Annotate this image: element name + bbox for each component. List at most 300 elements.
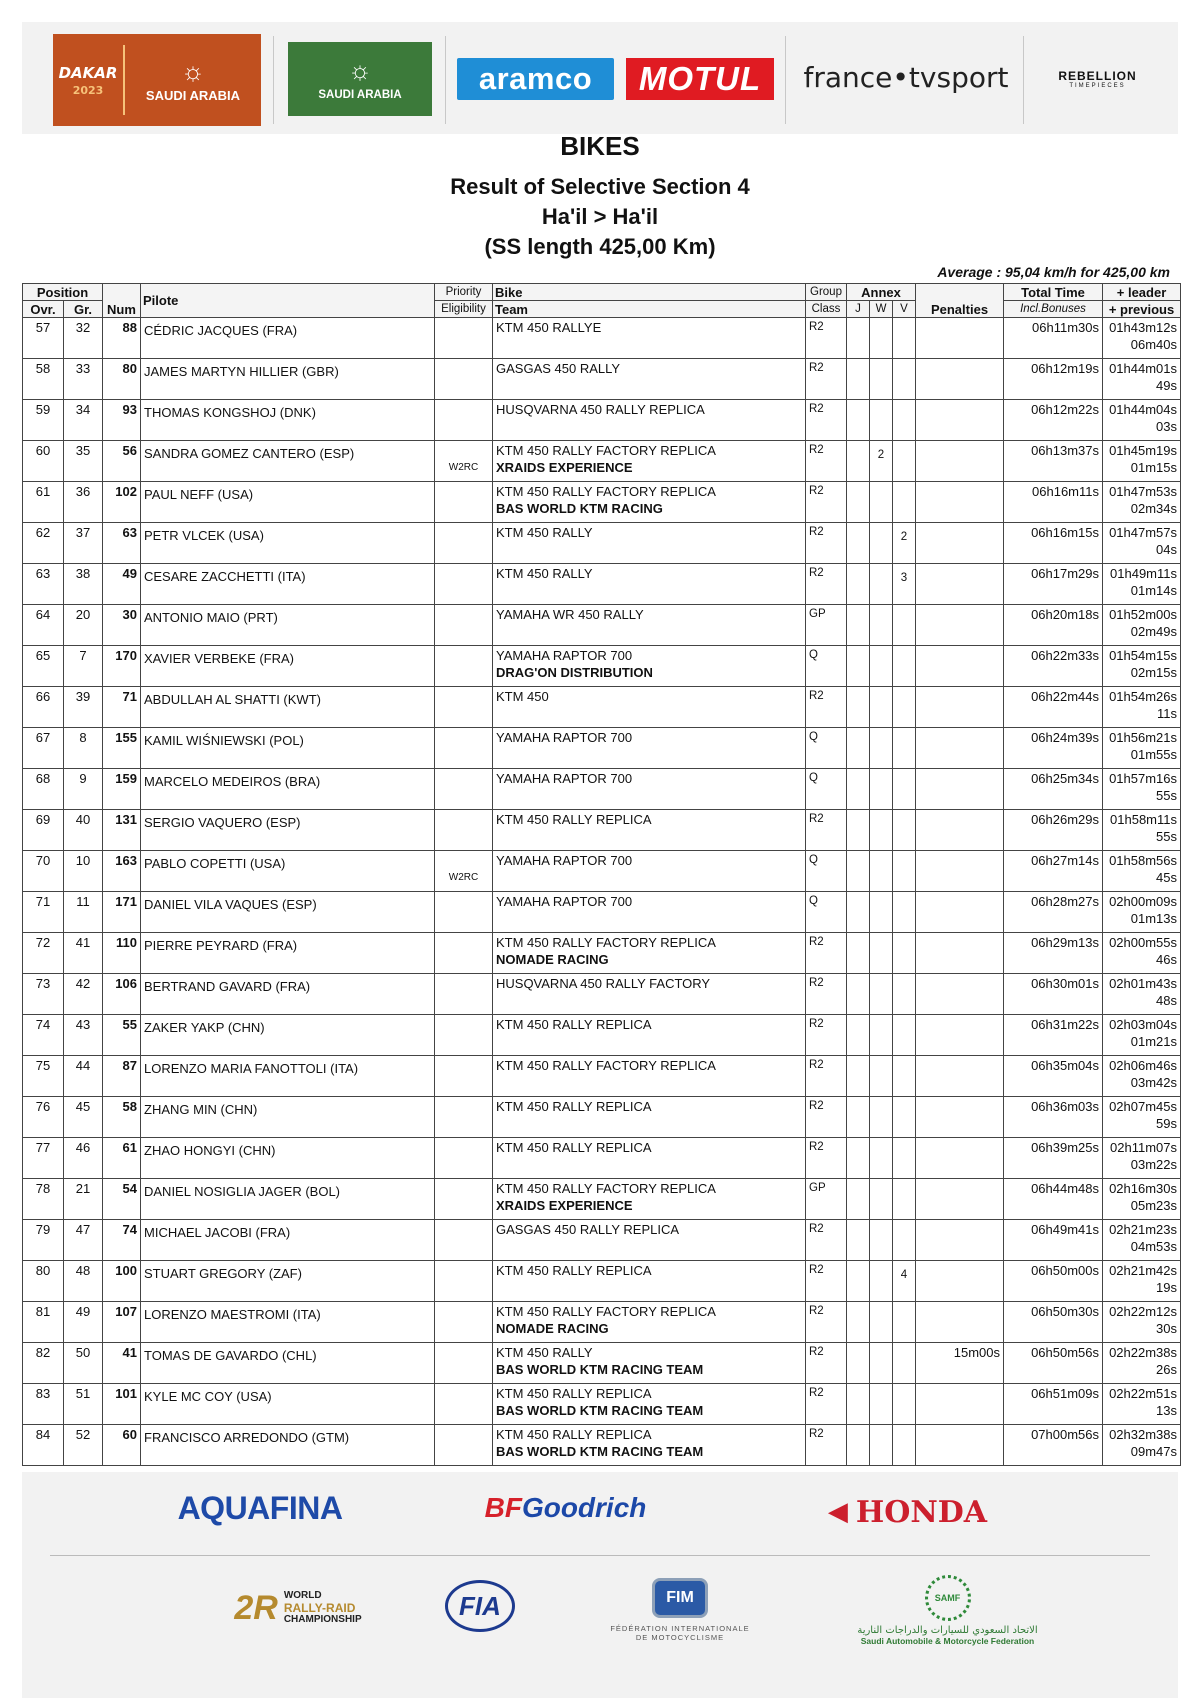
annex-w xyxy=(870,1138,893,1179)
gap-previous: 02m49s xyxy=(1130,624,1178,639)
position-overall: 67 xyxy=(23,728,64,769)
annex-w xyxy=(870,810,893,851)
position-overall: 81 xyxy=(23,1302,64,1343)
bike-team xyxy=(493,359,806,400)
saudi-logo-text: SAUDI ARABIA xyxy=(318,89,402,101)
bike-model: YAMAHA RAPTOR 700 xyxy=(496,648,633,663)
race-number: 107 xyxy=(103,1302,141,1343)
bike-team xyxy=(493,1056,806,1097)
priority-eligibility: W2RC xyxy=(435,441,493,482)
total-time: 06h22m33s xyxy=(1004,646,1103,687)
col-bike: Bike xyxy=(493,284,806,301)
fia-logo xyxy=(444,1578,516,1634)
race-number: 74 xyxy=(103,1220,141,1261)
race-number: 171 xyxy=(103,892,141,933)
priority-eligibility xyxy=(435,359,493,400)
annex-w xyxy=(870,400,893,441)
race-number: 163 xyxy=(103,851,141,892)
pilot-name: XAVIER VERBEKE (FRA) xyxy=(141,646,435,687)
pilot-name: ANTONIO MAIO (PRT) xyxy=(141,605,435,646)
position-group: 8 xyxy=(64,728,103,769)
col-annex: Annex xyxy=(847,284,916,301)
annex-j xyxy=(847,1056,870,1097)
total-time: 06h36m03s xyxy=(1004,1097,1103,1138)
pilot-name: PABLO COPETTI (USA) xyxy=(141,851,435,892)
race-number: 159 xyxy=(103,769,141,810)
team-name: DRAG'ON DISTRIBUTION xyxy=(496,665,653,680)
position-overall: 74 xyxy=(23,1015,64,1056)
logo-separator xyxy=(1023,36,1024,124)
group-class: R2 xyxy=(806,1261,847,1302)
annex-j xyxy=(847,1343,870,1384)
race-number: 131 xyxy=(103,810,141,851)
bike-model: KTM 450 RALLY REPLICA xyxy=(496,1263,652,1278)
position-group: 49 xyxy=(64,1302,103,1343)
annex-v: 4 xyxy=(893,1261,916,1302)
logo-separator xyxy=(273,36,274,124)
group-class: R2 xyxy=(806,441,847,482)
col-total-time: Total Time xyxy=(1004,284,1103,301)
total-time: 06h12m22s xyxy=(1004,400,1103,441)
position-overall: 64 xyxy=(23,605,64,646)
race-number: 71 xyxy=(103,687,141,728)
priority-eligibility xyxy=(435,605,493,646)
bike-model: KTM 450 RALLYE xyxy=(496,320,602,335)
group-class: R2 xyxy=(806,482,847,523)
gap-leader: 02h22m12s xyxy=(1109,1304,1178,1319)
gap-previous: 45s xyxy=(1156,870,1178,885)
dakar-year: 2023 xyxy=(72,83,104,97)
bike-team xyxy=(493,769,806,810)
bike-team xyxy=(493,1425,806,1466)
bike-model: KTM 450 RALLY FACTORY REPLICA xyxy=(496,443,716,458)
race-number: 80 xyxy=(103,359,141,400)
gap-previous: 19s xyxy=(1156,1280,1178,1295)
position-overall: 65 xyxy=(23,646,64,687)
gap-leader: 02h06m46s xyxy=(1109,1058,1178,1073)
position-overall: 57 xyxy=(23,318,64,359)
group-class: Q xyxy=(806,728,847,769)
team-name: BAS WORLD KTM RACING TEAM xyxy=(496,1444,704,1459)
col-annex-w: W xyxy=(870,301,893,318)
group-class: R2 xyxy=(806,359,847,400)
annex-j xyxy=(847,441,870,482)
group-class: R2 xyxy=(806,1302,847,1343)
table-row xyxy=(23,810,1181,851)
time-gaps xyxy=(1103,851,1181,892)
priority-eligibility xyxy=(435,646,493,687)
pilot-name: STUART GREGORY (ZAF) xyxy=(141,1261,435,1302)
bike-model: KTM 450 RALLY FACTORY REPLICA xyxy=(496,484,716,499)
gap-leader: 02h01m43s xyxy=(1109,976,1178,991)
group-class: R2 xyxy=(806,1097,847,1138)
gap-leader: 02h32m38s xyxy=(1109,1427,1178,1442)
fim-badge: FIM xyxy=(652,1578,708,1618)
gap-previous: 26s xyxy=(1156,1362,1178,1377)
annex-v xyxy=(893,1302,916,1343)
samf-arabic: الاتحاد السعودي للسيارات والدراجات النارية xyxy=(857,1624,1038,1636)
bike-team xyxy=(493,1384,806,1425)
penalties xyxy=(916,1056,1004,1097)
annex-w xyxy=(870,974,893,1015)
position-overall: 80 xyxy=(23,1261,64,1302)
annex-j xyxy=(847,646,870,687)
priority-eligibility xyxy=(435,810,493,851)
bike-team xyxy=(493,1302,806,1343)
position-group: 20 xyxy=(64,605,103,646)
pilot-name: BERTRAND GAVARD (FRA) xyxy=(141,974,435,1015)
race-number: 102 xyxy=(103,482,141,523)
col-penalties: Penalties xyxy=(916,284,1004,318)
gap-leader: 02h21m42s xyxy=(1109,1263,1178,1278)
group-class: R2 xyxy=(806,810,847,851)
table-row xyxy=(23,769,1181,810)
pilot-name: PAUL NEFF (USA) xyxy=(141,482,435,523)
bike-team xyxy=(493,1343,806,1384)
penalties xyxy=(916,1261,1004,1302)
table-row xyxy=(23,728,1181,769)
bike-model: KTM 450 RALLY xyxy=(496,566,593,581)
gap-previous: 01m14s xyxy=(1130,583,1178,598)
gap-leader: 01h47m53s xyxy=(1109,484,1178,499)
annex-j xyxy=(847,769,870,810)
total-time: 06h16m11s xyxy=(1004,482,1103,523)
annex-v: 2 xyxy=(893,523,916,564)
total-time: 07h00m56s xyxy=(1004,1425,1103,1466)
samf-english: Saudi Automobile & Motorcycle Federation xyxy=(860,1635,1035,1646)
position-overall: 66 xyxy=(23,687,64,728)
penalties xyxy=(916,974,1004,1015)
position-group: 40 xyxy=(64,810,103,851)
gap-leader: 02h21m23s xyxy=(1109,1222,1178,1237)
average-speed: Average : 95,04 km/h for 425,00 km xyxy=(937,264,1170,280)
position-group: 51 xyxy=(64,1384,103,1425)
bike-model: KTM 450 RALLY FACTORY REPLICA xyxy=(496,1181,716,1196)
bike-model: YAMAHA WR 450 RALLY xyxy=(496,607,644,622)
priority-eligibility xyxy=(435,933,493,974)
col-priority: Priority xyxy=(435,284,493,301)
w2r-mid: RALLY-RAID xyxy=(283,1601,356,1615)
table-row xyxy=(23,523,1181,564)
col-position: Position xyxy=(23,284,103,301)
position-overall: 71 xyxy=(23,892,64,933)
penalties xyxy=(916,810,1004,851)
penalties xyxy=(916,1302,1004,1343)
table-row xyxy=(23,646,1181,687)
pilot-name: MARCELO MEDEIROS (BRA) xyxy=(141,769,435,810)
total-time: 06h29m13s xyxy=(1004,933,1103,974)
race-number: 100 xyxy=(103,1261,141,1302)
time-gaps xyxy=(1103,1220,1181,1261)
annex-w xyxy=(870,318,893,359)
annex-v xyxy=(893,892,916,933)
annex-j xyxy=(847,974,870,1015)
gap-leader: 01h54m26s xyxy=(1109,689,1178,704)
gap-leader: 01h47m57s xyxy=(1109,525,1178,540)
position-overall: 73 xyxy=(23,974,64,1015)
col-team: Team xyxy=(493,301,806,318)
annex-v xyxy=(893,1056,916,1097)
team-name: BAS WORLD KTM RACING TEAM xyxy=(496,1403,704,1418)
race-number: 101 xyxy=(103,1384,141,1425)
annex-j xyxy=(847,564,870,605)
annex-w xyxy=(870,359,893,400)
annex-v xyxy=(893,851,916,892)
time-gaps xyxy=(1103,400,1181,441)
race-number: 106 xyxy=(103,974,141,1015)
annex-j xyxy=(847,1384,870,1425)
aramco-logo: aramco xyxy=(457,58,614,100)
priority-eligibility xyxy=(435,1220,493,1261)
position-overall: 84 xyxy=(23,1425,64,1466)
team-name: XRAIDS EXPERIENCE xyxy=(496,460,633,475)
bike-model: YAMAHA RAPTOR 700 xyxy=(496,894,633,909)
group-class: GP xyxy=(806,1179,847,1220)
gap-leader: 01h58m56s xyxy=(1109,853,1178,868)
gap-leader: 02h00m55s xyxy=(1109,935,1178,950)
total-time: 06h26m29s xyxy=(1004,810,1103,851)
position-overall: 75 xyxy=(23,1056,64,1097)
priority-eligibility xyxy=(435,892,493,933)
bike-model: GASGAS 450 RALLY xyxy=(496,361,621,376)
race-number: 60 xyxy=(103,1425,141,1466)
bike-team xyxy=(493,851,806,892)
time-gaps xyxy=(1103,1097,1181,1138)
col-num: Num xyxy=(103,284,141,318)
annex-j xyxy=(847,359,870,400)
annex-v xyxy=(893,1425,916,1466)
bike-model: HUSQVARNA 450 RALLY REPLICA xyxy=(496,402,705,417)
total-time: 06h12m19s xyxy=(1004,359,1103,400)
pilot-name: TOMAS DE GAVARDO (CHL) xyxy=(141,1343,435,1384)
gap-leader: 02h00m09s xyxy=(1109,894,1178,909)
race-number: 56 xyxy=(103,441,141,482)
annex-v xyxy=(893,1343,916,1384)
position-overall: 62 xyxy=(23,523,64,564)
annex-w xyxy=(870,1056,893,1097)
table-row xyxy=(23,1097,1181,1138)
gap-previous: 01m21s xyxy=(1130,1034,1178,1049)
bike-model: KTM 450 RALLY FACTORY REPLICA xyxy=(496,1058,716,1073)
annex-w: 2 xyxy=(870,441,893,482)
table-row xyxy=(23,851,1181,892)
table-row xyxy=(23,974,1181,1015)
gap-leader: 01h49m11s xyxy=(1110,566,1178,581)
bike-team xyxy=(493,1179,806,1220)
race-number: 63 xyxy=(103,523,141,564)
gap-leader: 01h54m15s xyxy=(1109,648,1178,663)
penalties xyxy=(916,1138,1004,1179)
pilot-name: ZAKER YAKP (CHN) xyxy=(141,1015,435,1056)
saudi-arabia-logo xyxy=(288,42,432,116)
position-overall: 72 xyxy=(23,933,64,974)
pilot-name: KAMIL WIŚNIEWSKI (POL) xyxy=(141,728,435,769)
priority-eligibility xyxy=(435,1425,493,1466)
gap-previous: 49s xyxy=(1156,378,1178,393)
annex-v xyxy=(893,1179,916,1220)
group-class: R2 xyxy=(806,1343,847,1384)
gap-previous: 03m22s xyxy=(1130,1157,1178,1172)
race-number: 170 xyxy=(103,646,141,687)
penalties xyxy=(916,687,1004,728)
table-row xyxy=(23,318,1181,359)
position-group: 39 xyxy=(64,687,103,728)
position-overall: 78 xyxy=(23,1179,64,1220)
gap-previous: 48s xyxy=(1156,993,1178,1008)
priority-eligibility xyxy=(435,1261,493,1302)
priority-eligibility xyxy=(435,974,493,1015)
position-overall: 69 xyxy=(23,810,64,851)
position-group: 47 xyxy=(64,1220,103,1261)
group-class: R2 xyxy=(806,1384,847,1425)
bike-team xyxy=(493,400,806,441)
position-overall: 58 xyxy=(23,359,64,400)
table-row xyxy=(23,400,1181,441)
position-group: 7 xyxy=(64,646,103,687)
penalties xyxy=(916,1384,1004,1425)
total-time: 06h20m18s xyxy=(1004,605,1103,646)
annex-v xyxy=(893,1384,916,1425)
annex-v xyxy=(893,1220,916,1261)
time-gaps xyxy=(1103,933,1181,974)
pilot-name: FRANCISCO ARREDONDO (GTM) xyxy=(141,1425,435,1466)
annex-v xyxy=(893,810,916,851)
annex-j xyxy=(847,892,870,933)
world-rally-raid-logo xyxy=(228,1582,368,1634)
bike-team xyxy=(493,1015,806,1056)
time-gaps xyxy=(1103,1179,1181,1220)
pilot-name: ABDULLAH AL SHATTI (KWT) xyxy=(141,687,435,728)
pilot-name: CÉDRIC JACQUES (FRA) xyxy=(141,318,435,359)
total-time: 06h50m00s xyxy=(1004,1261,1103,1302)
race-number: 155 xyxy=(103,728,141,769)
annex-v xyxy=(893,400,916,441)
group-class: Q xyxy=(806,851,847,892)
group-class: R2 xyxy=(806,974,847,1015)
stage-length: (SS length 425,00 Km) xyxy=(484,234,716,259)
priority-eligibility xyxy=(435,1179,493,1220)
pilot-name: SERGIO VAQUERO (ESP) xyxy=(141,810,435,851)
bike-model: KTM 450 RALLY FACTORY REPLICA xyxy=(496,935,716,950)
dakar-country: SAUDI ARABIA xyxy=(145,87,241,103)
col-pilote: Pilote xyxy=(141,284,435,318)
team-name: XRAIDS EXPERIENCE xyxy=(496,1198,633,1213)
time-gaps xyxy=(1103,318,1181,359)
bfgoodrich-logo xyxy=(478,1488,653,1528)
time-gaps xyxy=(1103,1302,1181,1343)
category-title: BIKES xyxy=(560,131,640,161)
penalties xyxy=(916,892,1004,933)
race-number: 49 xyxy=(103,564,141,605)
penalties xyxy=(916,482,1004,523)
col-previous: + previous xyxy=(1103,301,1181,318)
annex-v xyxy=(893,1015,916,1056)
time-gaps xyxy=(1103,1343,1181,1384)
annex-j xyxy=(847,400,870,441)
pilot-name: ZHAO HONGYI (CHN) xyxy=(141,1138,435,1179)
bike-team xyxy=(493,441,806,482)
gap-previous: 02m34s xyxy=(1130,501,1178,516)
gap-leader: 02h07m45s xyxy=(1109,1099,1178,1114)
gap-leader: 02h16m30s xyxy=(1109,1181,1178,1196)
bike-model: YAMAHA RAPTOR 700 xyxy=(496,853,633,868)
gap-leader: 01h57m16s xyxy=(1109,771,1178,786)
annex-v: 3 xyxy=(893,564,916,605)
priority-eligibility xyxy=(435,1343,493,1384)
position-overall: 83 xyxy=(23,1384,64,1425)
penalties xyxy=(916,400,1004,441)
group-class: R2 xyxy=(806,1056,847,1097)
palm-swords-icon: ☼ xyxy=(181,55,205,86)
race-number: 58 xyxy=(103,1097,141,1138)
total-time: 06h28m27s xyxy=(1004,892,1103,933)
col-eligibility: Eligibility xyxy=(435,301,493,318)
time-gaps xyxy=(1103,646,1181,687)
annex-v xyxy=(893,1097,916,1138)
annex-w xyxy=(870,728,893,769)
gap-previous: 46s xyxy=(1156,952,1178,967)
palm-swords-icon: ☼ xyxy=(348,55,372,85)
time-gaps xyxy=(1103,523,1181,564)
annex-j xyxy=(847,810,870,851)
total-time: 06h44m48s xyxy=(1004,1179,1103,1220)
position-group: 46 xyxy=(64,1138,103,1179)
position-overall: 70 xyxy=(23,851,64,892)
bike-team xyxy=(493,1138,806,1179)
table-row xyxy=(23,1179,1181,1220)
priority-eligibility xyxy=(435,1138,493,1179)
position-group: 36 xyxy=(64,482,103,523)
team-name: BAS WORLD KTM RACING TEAM xyxy=(496,1362,704,1377)
position-group: 33 xyxy=(64,359,103,400)
bike-model: GASGAS 450 RALLY REPLICA xyxy=(496,1222,680,1237)
rebellion-name: REBELLION xyxy=(1058,69,1137,83)
pilot-name: DANIEL NOSIGLIA JAGER (BOL) xyxy=(141,1179,435,1220)
race-number: 55 xyxy=(103,1015,141,1056)
annex-w xyxy=(870,1179,893,1220)
table-row xyxy=(23,892,1181,933)
table-row xyxy=(23,1302,1181,1343)
position-overall: 63 xyxy=(23,564,64,605)
motul-logo: MOTUL xyxy=(626,58,774,100)
penalties xyxy=(916,933,1004,974)
bike-model: KTM 450 RALLY REPLICA xyxy=(496,1017,652,1032)
annex-w xyxy=(870,646,893,687)
footer-divider xyxy=(50,1555,1150,1556)
time-gaps xyxy=(1103,1056,1181,1097)
bike-model: KTM 450 RALLY FACTORY REPLICA xyxy=(496,1304,716,1319)
annex-w xyxy=(870,851,893,892)
w2r-top: WORLD xyxy=(283,1590,322,1601)
annex-w xyxy=(870,933,893,974)
col-group: Group xyxy=(806,284,847,301)
position-group: 37 xyxy=(64,523,103,564)
annex-w xyxy=(870,1425,893,1466)
annex-j xyxy=(847,1425,870,1466)
time-gaps xyxy=(1103,1425,1181,1466)
priority-eligibility xyxy=(435,687,493,728)
france-tv-sport-logo: france•tvsport xyxy=(803,60,1009,94)
gap-leader: 01h44m01s xyxy=(1109,361,1178,376)
table-row xyxy=(23,1261,1181,1302)
annex-w xyxy=(870,1343,893,1384)
w2r-mark: 2R xyxy=(234,1588,278,1627)
table-row xyxy=(23,1015,1181,1056)
gap-previous: 59s xyxy=(1156,1116,1178,1131)
race-number: 30 xyxy=(103,605,141,646)
pilot-name: SANDRA GOMEZ CANTERO (ESP) xyxy=(141,441,435,482)
position-group: 38 xyxy=(64,564,103,605)
